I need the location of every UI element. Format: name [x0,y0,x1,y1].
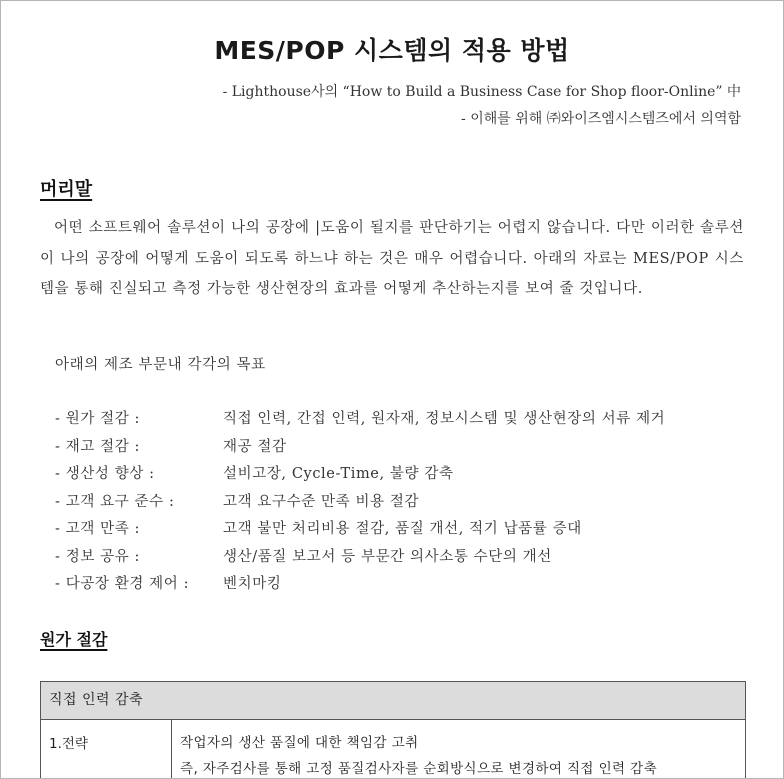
preface-paragraph: 어떤 소프트웨어 솔루션이 나의 공장에 |도움이 될지를 판단하기는 어렵지 않습니다. 다만 이러한 솔루션이 나의 공장에 어떻게 도움이 되도록 하느냐 하는 것은 매우 어렵습니다. 아래의 자료는 MES/POP 시스템을 통해 진실되고 측정 가능한 생산현장의 효과를 어떻게 추산하는지를 보여 줄 것입니다. [40,220,744,297]
goal-item [55,435,755,463]
goal-label: - 다공장 환경 제어 : [55,576,190,592]
goal-label: - 고객 만족 : [55,521,141,537]
table-header: 직접 인력 감축 [41,682,745,720]
goal-item [55,545,755,573]
goal-description: 벤치마킹 [223,576,282,592]
goal-label: - 고객 요구 준수 : [55,493,175,510]
goal-label: - 재고 절감 : [55,438,141,455]
goal-item [55,490,755,518]
table-row-line: 즉, 자주검사를 통해 고정 품질검사자를 순회방식으로 변경하여 직접 인력 감축 [180,761,658,777]
goal-label: - 생산성 향상 : [55,466,155,482]
cost-reduction-heading: 원가 절감 [40,630,108,649]
goal-description: 고객 요구수준 만족 비용 절감 [223,493,420,510]
goal-item [55,517,755,545]
table-row-label: 1.전략 [41,720,172,779]
goal-item [55,462,755,490]
goal-item [55,407,755,435]
goal-description: 고객 불만 처리비용 절감, 품질 개선, 적기 납품률 증대 [223,521,582,537]
goal-label: - 정보 공유 : [55,548,141,565]
goals-intro: 아래의 제조 부문내 각각의 목표 [55,357,266,373]
table-row [41,720,745,779]
goal-description: 직접 인력, 간접 인력, 원자재, 정보시스템 및 생산현장의 서류 제거 [223,411,666,427]
document-title: MES/POP 시스템의 적용 방법 [214,36,570,65]
goal-item [55,572,755,600]
translation-note: - 이해를 위해 ㈜와이즈엠시스템즈에서 의역함 [461,111,741,127]
preface-heading: 머리말 [40,179,93,200]
goals-list [55,407,755,600]
goal-label: - 원가 절감 : [55,411,141,427]
source-note: - Lighthouse사의 “How to Build a Business Case for Shop floor-Online” 中 [222,84,741,100]
goal-description: 생산/품질 보고서 등 부문간 의사소통 수단의 개선 [223,548,552,565]
goal-description: 설비고장, Cycle-Time, 불량 감축 [223,466,454,482]
table-row-content [172,720,745,779]
goal-description: 재공 절감 [223,438,287,455]
table-row-line: 작업자의 생산 품질에 대한 책임감 고취 [180,735,419,751]
cost-reduction-table [40,681,746,779]
